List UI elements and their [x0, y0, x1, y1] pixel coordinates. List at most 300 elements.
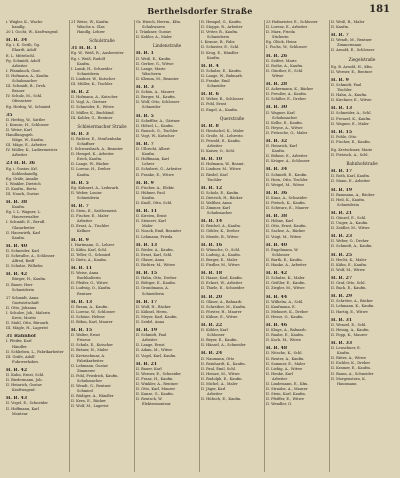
- house-number: 35: [6, 112, 13, 118]
- resident-entry: II. Scholz, E., Kaufm.: [201, 190, 240, 195]
- resident-entry: II. Zimmer, Karl: [201, 206, 231, 211]
- resident-entry: II. Hofmann, A., Kaufm.: [6, 73, 50, 78]
- resident-entry: II. Engelmann, W.: [266, 247, 299, 252]
- resident-entry: Schneider: [207, 84, 226, 89]
- resident-entry: 21 Weise, W., Kaufm.: [71, 20, 110, 24]
- resident-entry: II. Werner, E., Rentner: [331, 69, 373, 74]
- resident-entry: II. Hanke, A., Arbeiter: [266, 263, 307, 268]
- house-number: H. B. 19: [331, 187, 353, 193]
- street-heading: Schleiermacher Straße: [77, 123, 127, 129]
- resident-entry: II. Hahn, A., Kaufm.: [331, 93, 368, 98]
- resident-entry: II. Vetter, B., Kaufm.: [201, 30, 239, 35]
- resident-entry: II. Popp, K., Maurer: [331, 332, 368, 337]
- column-divider: [69, 20, 70, 472]
- resident-entry: Eg. Kretschmer, Marie: [331, 147, 373, 152]
- house-number: H. B. 21: [136, 361, 158, 367]
- resident-entry: Erich, Kaufm.: [77, 157, 103, 162]
- resident-entry: II. Liebig, A., Witwe: [266, 366, 303, 371]
- resident-entry: III. Schmidt, B., Dreh.: [6, 84, 47, 89]
- resident-entry: II. Klemm, M., Beamter: [136, 76, 179, 81]
- house-number: H. B. 8: [201, 123, 219, 129]
- resident-entry: II. Schlieben, L., Fabrikarbeiter: [6, 349, 64, 354]
- resident-entry: II. Mende, B., Witwe: [201, 234, 239, 239]
- resident-entry: II. Mehnert, K., Dreher: [266, 309, 309, 314]
- resident-entry: II. Wendt, G., Rentner: [71, 384, 111, 389]
- resident-entry: II. Lorenz, H., Dreher: [71, 167, 111, 172]
- resident-entry: II. Eckert, W., Arbeiter: [201, 281, 243, 286]
- house-number: H. B. 42: [6, 367, 28, 373]
- house-number: H. B. 38: [6, 200, 28, 206]
- resident-entry: II. Sachse, A., Bäcker: [266, 229, 306, 234]
- resident-entry: II. Kramer, E., Kaufm.: [331, 366, 371, 371]
- resident-entry: Schneiderin: [12, 287, 34, 292]
- resident-entry: Kaufm.: [142, 195, 156, 200]
- resident-entry: II. Weise, Karl: [6, 127, 32, 132]
- house-number: H. B. 32: [266, 138, 288, 144]
- resident-entry: II. Hölzel, L., Kaufm.: [136, 123, 174, 128]
- resident-entry: I. Pfannkuch, Gust.: [6, 68, 41, 73]
- resident-entry: II. Hoffmann, Karl: [6, 406, 40, 411]
- resident-entry: Arbeiter: [207, 392, 223, 397]
- resident-entry: Maler: [142, 224, 153, 229]
- resident-entry: II. Hecht, K., Maler: [331, 257, 367, 262]
- resident-entry: II. Rüdiger, A., Händler: [71, 394, 114, 399]
- house-number: H. B. 17: [136, 299, 158, 305]
- house-number: H. B. 40: [266, 242, 288, 248]
- resident-entry: Kaufm.: [337, 351, 351, 356]
- resident-entry: II. Kolbe, E., Kaufm.: [266, 120, 303, 125]
- resident-entry: II. Stahl, Otto, Büroarb.: [6, 321, 50, 326]
- resident-entry: II. Weber, Louise: [71, 190, 102, 195]
- resident-entry: II. Förster, H., Maurer: [201, 309, 242, 314]
- resident-entry: Kaufm.: [77, 61, 91, 66]
- resident-entry: Monteur: [12, 411, 28, 416]
- house-number: H. B. 26: [266, 53, 288, 59]
- resident-entry: II. Rudolph, E., Kaufm.: [201, 376, 243, 381]
- resident-entry: II. Schröter, A., Bäcker: [331, 299, 373, 304]
- resident-entry: Elektromonteur: [142, 402, 171, 407]
- resident-entry: Schuhwaren: [142, 25, 165, 30]
- resident-entry: handlg.: [12, 25, 26, 30]
- resident-entry: II. Ernst, A., Tischler: [71, 224, 110, 229]
- resident-entry: I. Lamk, H., Schneider: [71, 66, 113, 71]
- resident-entry: II. Richter, M., Witwe: [136, 263, 176, 268]
- resident-entry: II. Heinig, A., Kaufm.: [331, 327, 370, 332]
- resident-entry: Zimmerer: [77, 368, 96, 373]
- resident-entry: II. Weber, O., Dreher: [331, 239, 369, 244]
- resident-entry: II. Vogl, A., Gärtner: [71, 100, 107, 105]
- resident-entry: II. Gerber, G., Witwe: [136, 61, 174, 66]
- resident-entry: II. Lange, W., Bäcker: [71, 162, 109, 167]
- house-number: H. B. 15: [331, 129, 353, 135]
- resident-entry: II. Pfeifer, G., Witwe: [71, 281, 108, 286]
- resident-entry: Handlungsgeh.: [6, 132, 34, 137]
- resident-entry: Schuhmacher: [272, 115, 298, 120]
- resident-entry: II. Kuhn, Ernst, Schl.: [6, 373, 45, 377]
- resident-entry: II. Seidel, Anna: [136, 319, 165, 324]
- resident-entry: Eg. I. L. Wagner, L.: [6, 210, 41, 215]
- resident-entry: II. Kühne, E., Witwe: [201, 314, 238, 319]
- resident-entry: II. Lange, Marie: [136, 66, 166, 71]
- resident-entry: Schuhmacher: [12, 79, 38, 84]
- resident-entry: II. Biedermann, Joh.: [6, 378, 43, 383]
- house-number: H. B. 19: [136, 328, 158, 334]
- resident-entry: II. Nitsche, K., Schl.: [266, 351, 303, 356]
- resident-entry: Schneiderin: [337, 202, 359, 207]
- directory-column-6: [331, 20, 393, 472]
- resident-entry: Zimmermann: [337, 43, 362, 48]
- resident-entry: Eg. W., Weiß, R., Ausbereiter: [71, 51, 124, 56]
- resident-entry: 20 I. Gocht, W., Kraftwagenf.: [6, 30, 59, 35]
- resident-entry: II. Kirchner, E., Witwe: [331, 98, 372, 103]
- resident-entry: II. Weigel, M., Witwe: [266, 182, 305, 187]
- resident-entry: II. Kaiser, O., Schl.: [201, 149, 235, 154]
- house-number: H. B. 28: [266, 82, 288, 88]
- resident-entry: II. Schmidt, Paul: [331, 82, 362, 87]
- street-heading: Lindenstraße: [152, 43, 182, 49]
- resident-entry: II. Fischer, E., Kaufm.: [331, 139, 371, 144]
- house-number: H. B. 38: [266, 214, 288, 220]
- resident-entry: Tischler: [337, 88, 352, 93]
- resident-entry: Eg. i. K. Geith, Gg.: [6, 43, 41, 48]
- resident-entry: Schuhmacher: [77, 379, 103, 383]
- resident-entry: II. Bauer, Herr: [6, 282, 33, 287]
- house-number: H. B. 21: [331, 210, 353, 216]
- resident-entry: Buchhalterin: [77, 276, 101, 281]
- resident-entry: Schmied: [77, 389, 93, 394]
- street-heading: Bahnhofstraße: [346, 161, 378, 167]
- house-number: H. B. 33: [331, 340, 353, 346]
- resident-entry: Bürger, H., Kaufm.: [12, 277, 47, 282]
- resident-entry: II. Winkler, A., Rentner: [136, 382, 179, 386]
- resident-entry: II. Ackermann, K., Bäcker: [266, 87, 314, 92]
- house-number: H. B. 13: [71, 299, 93, 305]
- resident-entry: II. Hartig, E., Witwe: [331, 309, 368, 314]
- house-number: H. B. 20: [201, 294, 223, 300]
- resident-entry: II. Seifert, Marie: [266, 58, 297, 63]
- resident-entry: Rentner: [77, 291, 92, 296]
- resident-entry: II. Fischer, E., Maler: [71, 214, 109, 219]
- resident-entry: II. Fritzsche, O., Maler: [266, 130, 308, 135]
- resident-entry: II. Kunz, A., Schneider: [266, 195, 308, 200]
- resident-entry: II. Schmidt, A., Kaufm.: [331, 244, 373, 249]
- resident-entry: II. Reuter, A., Kaufm.: [266, 356, 305, 361]
- directory-column-4: [201, 20, 263, 472]
- house-number: H. B. 42: [6, 272, 28, 278]
- resident-entry: II. Dietz, A., Kaufm.: [71, 257, 107, 262]
- resident-entry: II. Naumann, Otto: [201, 356, 235, 361]
- resident-entry: II. Bräuer, H., Maler: [71, 348, 109, 353]
- resident-entry: II. Beyer, E., Kaufm.: [201, 338, 238, 343]
- resident-entry: Gastwirtschaft: [12, 300, 39, 305]
- resident-entry: III. Kohler, G., Rentner: [71, 115, 113, 120]
- resident-entry: II. Pohl, Friedrich, Kaufm.: [71, 373, 119, 378]
- resident-entry: II. Herbig, W., Sattler: [6, 117, 46, 122]
- resident-entry: II. Hänsel, A., Schneider: [201, 343, 246, 348]
- resident-entry: III. Mägle, H., Lagerist: [6, 326, 48, 331]
- resident-entry: Kaufm.: [272, 149, 286, 154]
- resident-entry: II. Wenzel, E., Schl.: [331, 322, 367, 327]
- resident-entry: II. Morgenstern, K.: [331, 376, 366, 381]
- resident-entry: II. Walter, Ernst: [71, 333, 100, 338]
- resident-entry: II. Stein, E., Sattlermeist.: [71, 209, 118, 214]
- resident-entry: II. Kühnel, Herm.: [136, 309, 168, 314]
- resident-entry: II. Höhne, Karl: [266, 219, 294, 224]
- house-number: H. B. 1: [136, 51, 154, 57]
- resident-entry: II. Pohl, Ernst: [201, 102, 227, 107]
- resident-entry: II. Lorenz, W., Schlosser: [71, 309, 116, 314]
- resident-entry: II. Heinze, M., Witwe: [201, 371, 240, 376]
- resident-entry: I. Tränkner, Gustav: [136, 30, 172, 35]
- resident-entry: II. Schneider, A., Schl.: [331, 111, 372, 116]
- resident-entry: II. Kirsten, Ernst: [136, 214, 167, 219]
- house-number: H. B. 9: [331, 77, 349, 83]
- resident-entry: II. Hofmann, A., Kutscher: [71, 95, 118, 100]
- resident-entry: II. Walther, Anna: [201, 201, 232, 205]
- resident-entry: II. Fischer, A., Elektr.: [136, 185, 175, 190]
- resident-entry: II. Ludwig, O., Kaufm.: [71, 286, 112, 291]
- resident-entry: Kaufm.: [142, 152, 156, 157]
- resident-entry: II. Roth, Karl, Kaufm.: [331, 174, 371, 179]
- resident-entry: I. Hartmann, G., Lehrer: [71, 242, 115, 247]
- resident-entry: Kreis, Moritz: [12, 316, 36, 321]
- house-number: H. B. 31: [331, 317, 353, 323]
- house-number: H. B. 22: [201, 322, 223, 328]
- house-number: H. B. 12: [201, 185, 223, 191]
- resident-entry: II. Lindner, W., Kutscher: [71, 76, 116, 81]
- resident-entry: II. Hempel, K., Arbeiter: [71, 152, 114, 157]
- resident-entry: Arbeiter: [142, 338, 158, 343]
- resident-entry: II. Knoll, Otto, Schl.: [136, 201, 173, 205]
- resident-entry: II. Wendler, O.: [266, 402, 293, 407]
- resident-entry: II. Hentschel, K., Maler: [201, 128, 244, 133]
- resident-entry: II. Vogel, Karl, Kaufm.: [136, 353, 177, 358]
- house-number: H. B. 7: [331, 33, 349, 39]
- resident-entry: Eg. i. Gustav, Krl.: [6, 166, 38, 171]
- street-heading: Ziegelstraße: [348, 56, 376, 62]
- resident-entry: II. Schwarz, E., Maurer: [266, 206, 309, 211]
- resident-entry: Kaufm.: [207, 55, 221, 60]
- resident-entry: II. Meyer, Karl, Kaufm.: [136, 314, 178, 319]
- resident-entry: II. Heinrich, Gustav: [6, 383, 42, 388]
- house-number: H. B. 11: [136, 209, 158, 215]
- resident-entry: I. Krause, B., Fabr.: [201, 40, 236, 45]
- resident-entry: Schneiderin: [77, 71, 99, 76]
- resident-entry: II. Lange, Ernst: [136, 343, 165, 348]
- resident-entry: II. Kluge, A., Bahnarb.: [266, 328, 307, 333]
- resident-entry: II. Geißler, E., Kaufm.: [266, 281, 306, 286]
- resident-entry: Wäscherin: [142, 71, 162, 76]
- resident-entry: II. Schneider, Karl: [6, 248, 40, 253]
- resident-entry: I. Winkler, Dietrich: [6, 181, 41, 186]
- resident-entry: Schneiderin: [142, 291, 164, 296]
- resident-entry: II. Gläser, A., Bahnarb.: [201, 299, 243, 304]
- street-heading: Schulstraße: [89, 38, 115, 44]
- resident-entry: Arbeiter: [12, 153, 28, 158]
- resident-entry: II. Schiller, E., Dreher: [266, 97, 307, 102]
- resident-entry: II. Mann, E., Arbeiter: [331, 179, 371, 184]
- resident-entry: II. Leuschner, E.: [331, 346, 361, 351]
- house-number: H. B. 9: [71, 237, 89, 243]
- house-number: H. B. 14: [201, 219, 223, 225]
- resident-entry: II. Raabe, E., Kaufm.: [266, 333, 304, 338]
- resident-entry: II. Lindemann, E., Kfm.: [266, 382, 309, 386]
- resident-entry: II. Schmidt, E., Kaufm.: [266, 172, 308, 177]
- resident-entry: II. Vogt, W., Kutscher: [136, 133, 175, 138]
- resident-entry: Schaffner: [77, 141, 95, 146]
- resident-entry: Pg. Schmidt, Adolf: [6, 58, 40, 63]
- resident-entry: Stickerin: [272, 35, 289, 40]
- resident-entry: II. Günzel, E., Schl.: [331, 216, 367, 220]
- house-number: H. B. 16: [201, 242, 223, 248]
- resident-entry: II. Voigt, M., Witwe: [266, 234, 302, 239]
- resident-entry: III. Gräfe, Adolf: [6, 354, 35, 359]
- house-number: H. B. 13: [331, 106, 353, 112]
- resident-entry: II. Rausch, G., Tischler: [136, 128, 178, 133]
- resident-entry: Fuhrwerksbes.: [12, 359, 40, 364]
- resident-entry: II. Müller, K., Buchbind.: [71, 110, 115, 115]
- resident-entry: II. Horn, Otto, Tischler: [266, 177, 308, 182]
- resident-entry: II. Wolf, M., Lagerist: [71, 404, 109, 409]
- house-number: H. B. 42: [266, 271, 288, 277]
- house-number: H. B. 30: [266, 105, 288, 111]
- column-divider: [264, 20, 265, 472]
- resident-entry: II. Köhler, Karl: [201, 328, 228, 333]
- resident-entry: Brauer: [12, 89, 25, 94]
- resident-entry: II. Eichler, K., Dreher: [331, 361, 371, 366]
- resident-entry: II. Lehmann, Gustav: [71, 363, 109, 368]
- resident-entry: II. Ludwig, A., Kaufm.: [201, 252, 241, 257]
- resident-entry: II. Otto, Johanna: [6, 305, 37, 310]
- resident-entry: II. Heyne, A., Witwe: [266, 125, 303, 130]
- resident-entry: 23 Hofmeister, E., Schlosser: [266, 20, 318, 24]
- resident-entry: i. Wägler, K., Wachs-: [6, 20, 44, 24]
- house-number: H. B. 11: [71, 266, 93, 272]
- resident-entry: Wäsche u. Glas: [77, 25, 105, 30]
- house-number: H. B. 7: [136, 141, 154, 147]
- resident-entry: II. Schwalbe, A., Schlosser: [6, 254, 55, 259]
- street-heading: Querstraße: [219, 115, 245, 121]
- resident-entry: II. Schulz, E., Kutscher: [71, 343, 113, 348]
- resident-entry: Eg. Kuhnert, A., Lederarb.: [71, 185, 120, 190]
- house-number: H. B. 40: [6, 243, 28, 249]
- resident-entry: II. Schreiber, M., Kaufm.: [201, 304, 247, 309]
- resident-entry: Schlosser: [272, 252, 290, 257]
- resident-entry: II. Lehmann, K., Kaufm.: [331, 304, 375, 309]
- resident-entry: Fabrikarbeiter: [77, 358, 104, 363]
- resident-entry: II. Graf, Otto, Schl.: [331, 281, 366, 286]
- resident-entry: II. Grundmann, A.: [136, 286, 169, 291]
- resident-entry: II. Weise, Anna: [71, 271, 99, 276]
- directory-column-1: [6, 20, 68, 472]
- resident-entry: II. Hofmann, W., Beamt.: [201, 162, 245, 167]
- resident-entry: II. Hauswirth, Karl: [6, 230, 41, 235]
- house-number: H. B. 18: [201, 271, 223, 277]
- resident-entry: II. Schubert, G., Arbeiter: [136, 167, 182, 172]
- resident-entry: II. Krüger, A., Schlosser: [266, 159, 310, 164]
- resident-entry: Eg. Glück, Heinr.: [266, 40, 298, 45]
- resident-entry: II. Hübsch, E., Kaufm.: [201, 397, 242, 402]
- resident-entry: Arbeiter: [272, 376, 288, 381]
- resident-entry: Eg. B. Arnold, H., Kfm.: [331, 64, 373, 69]
- resident-entry: II. Otto, Ernst, Kaufm.: [266, 224, 307, 229]
- resident-entry: II. Schulze, Wilhelm: [6, 264, 43, 269]
- house-number: H. B. 2: [71, 90, 89, 96]
- resident-entry: II. Stein, Karl, Kaufm.: [266, 392, 306, 397]
- resident-entry: II. Ritter, A., Witwe: [331, 356, 367, 361]
- resident-entry: II. Franz, H., Kaufm.: [136, 376, 174, 381]
- resident-entry: Ofensetzer: [12, 99, 32, 104]
- resident-entry: II. Scheffler, A., Gärtner: [136, 118, 180, 123]
- resident-entry: II. Böhm, Karl, Maurer: [71, 319, 113, 324]
- resident-entry: IV. Schulz, M., Schl.: [6, 94, 43, 99]
- resident-entry: II. Henke, Karl: [266, 371, 293, 376]
- resident-entry: II. Berger, M., Kaufm.: [136, 95, 176, 100]
- resident-entry: II. Böhme, E., Arbeiter: [266, 154, 308, 159]
- resident-entry: Eg. i. Weiß, Rudolf: [71, 56, 105, 61]
- resident-entry: Kellner: [77, 229, 91, 234]
- resident-entry: II. Rentsch, W.: [136, 397, 163, 402]
- resident-entry: II. Franke, Emil: [201, 79, 230, 84]
- house-number: H. B. 43: [6, 396, 28, 402]
- house-number: H. B. 34: [266, 167, 288, 173]
- house-number: H. B. 3: [136, 85, 154, 91]
- column-divider: [134, 20, 135, 472]
- resident-entry: II. Pietsch, K., Kaufm.: [266, 201, 306, 205]
- resident-entry: Kaufm.: [12, 235, 26, 240]
- house-number: H. B. 44: [266, 294, 288, 300]
- resident-entry: I. Fuchs, W., Schlosser: [266, 45, 308, 50]
- house-number: H. B. 29: [331, 294, 353, 300]
- resident-entry: II. Adam, M., Witwe: [136, 348, 173, 353]
- resident-entry: II. Hesse, O., Kaufm.: [266, 314, 304, 319]
- resident-entry: II. Bach, E., Kaufm.: [331, 286, 367, 291]
- resident-entry: Eg. Herbig, W., Schmied: [6, 104, 51, 109]
- resident-entry: II. Koch, M., Witwe: [266, 338, 302, 343]
- resident-entry: II. Pietzsch, A., Schl.: [331, 153, 369, 158]
- page-title: Berthelsdorfer Straße: [147, 6, 253, 16]
- resident-entry: II. Kohler, A., Maler: [136, 35, 172, 40]
- page-header: [0, 0, 400, 20]
- resident-entry: I. Krause, H., Schlosser: [6, 122, 50, 127]
- resident-entry: Gr. Hirsch, Herrm., Kfm.: [136, 20, 182, 24]
- column-divider: [199, 20, 200, 472]
- resident-entry: Arbeiter: [12, 63, 28, 68]
- resident-entry: II. Otto, Karl, Maurer: [136, 387, 176, 392]
- resident-entry: II. Paul, Emil, Schl.: [201, 366, 236, 371]
- resident-entry: II. Arnold, E., Schlosser: [331, 48, 375, 53]
- resident-entry: Glasarbeiter: [12, 225, 35, 230]
- resident-entry: II. Jäger, Karl: [201, 387, 226, 392]
- resident-entry: II. Stoppe, R., Arbeiter: [201, 25, 243, 30]
- resident-entry: II. Engel, A., Kaufm.: [201, 107, 238, 112]
- house-number: H. B. 7: [71, 204, 89, 209]
- resident-entry: II. Wendt, M., Rentner: [331, 38, 372, 43]
- house-number: H. B. 5: [136, 113, 154, 119]
- directory-column-3: [136, 20, 198, 472]
- resident-entry: II. Ulbricht, Albert: [136, 147, 170, 152]
- resident-entry: II. Hahn, Otto, Dreher: [136, 276, 177, 281]
- house-number: H. B. 6: [201, 92, 219, 98]
- resident-entry: II. Vogel, E., Schneider: [6, 401, 48, 406]
- house-number: 31 H. B. 1: [71, 46, 97, 52]
- resident-entry: II. Haase, Karl, Kaufm.: [201, 276, 243, 281]
- resident-entry: II. Kretzschmar, A.: [71, 353, 106, 358]
- resident-entry: II. Böttger, E., Kaufm.: [136, 281, 176, 286]
- resident-entry: II. Petzold, E., Kaufm.: [201, 138, 241, 143]
- resident-entry: II. Kaufm.: [331, 25, 350, 30]
- resident-entry: II. Richter, E., Straßenbahn: [71, 136, 122, 141]
